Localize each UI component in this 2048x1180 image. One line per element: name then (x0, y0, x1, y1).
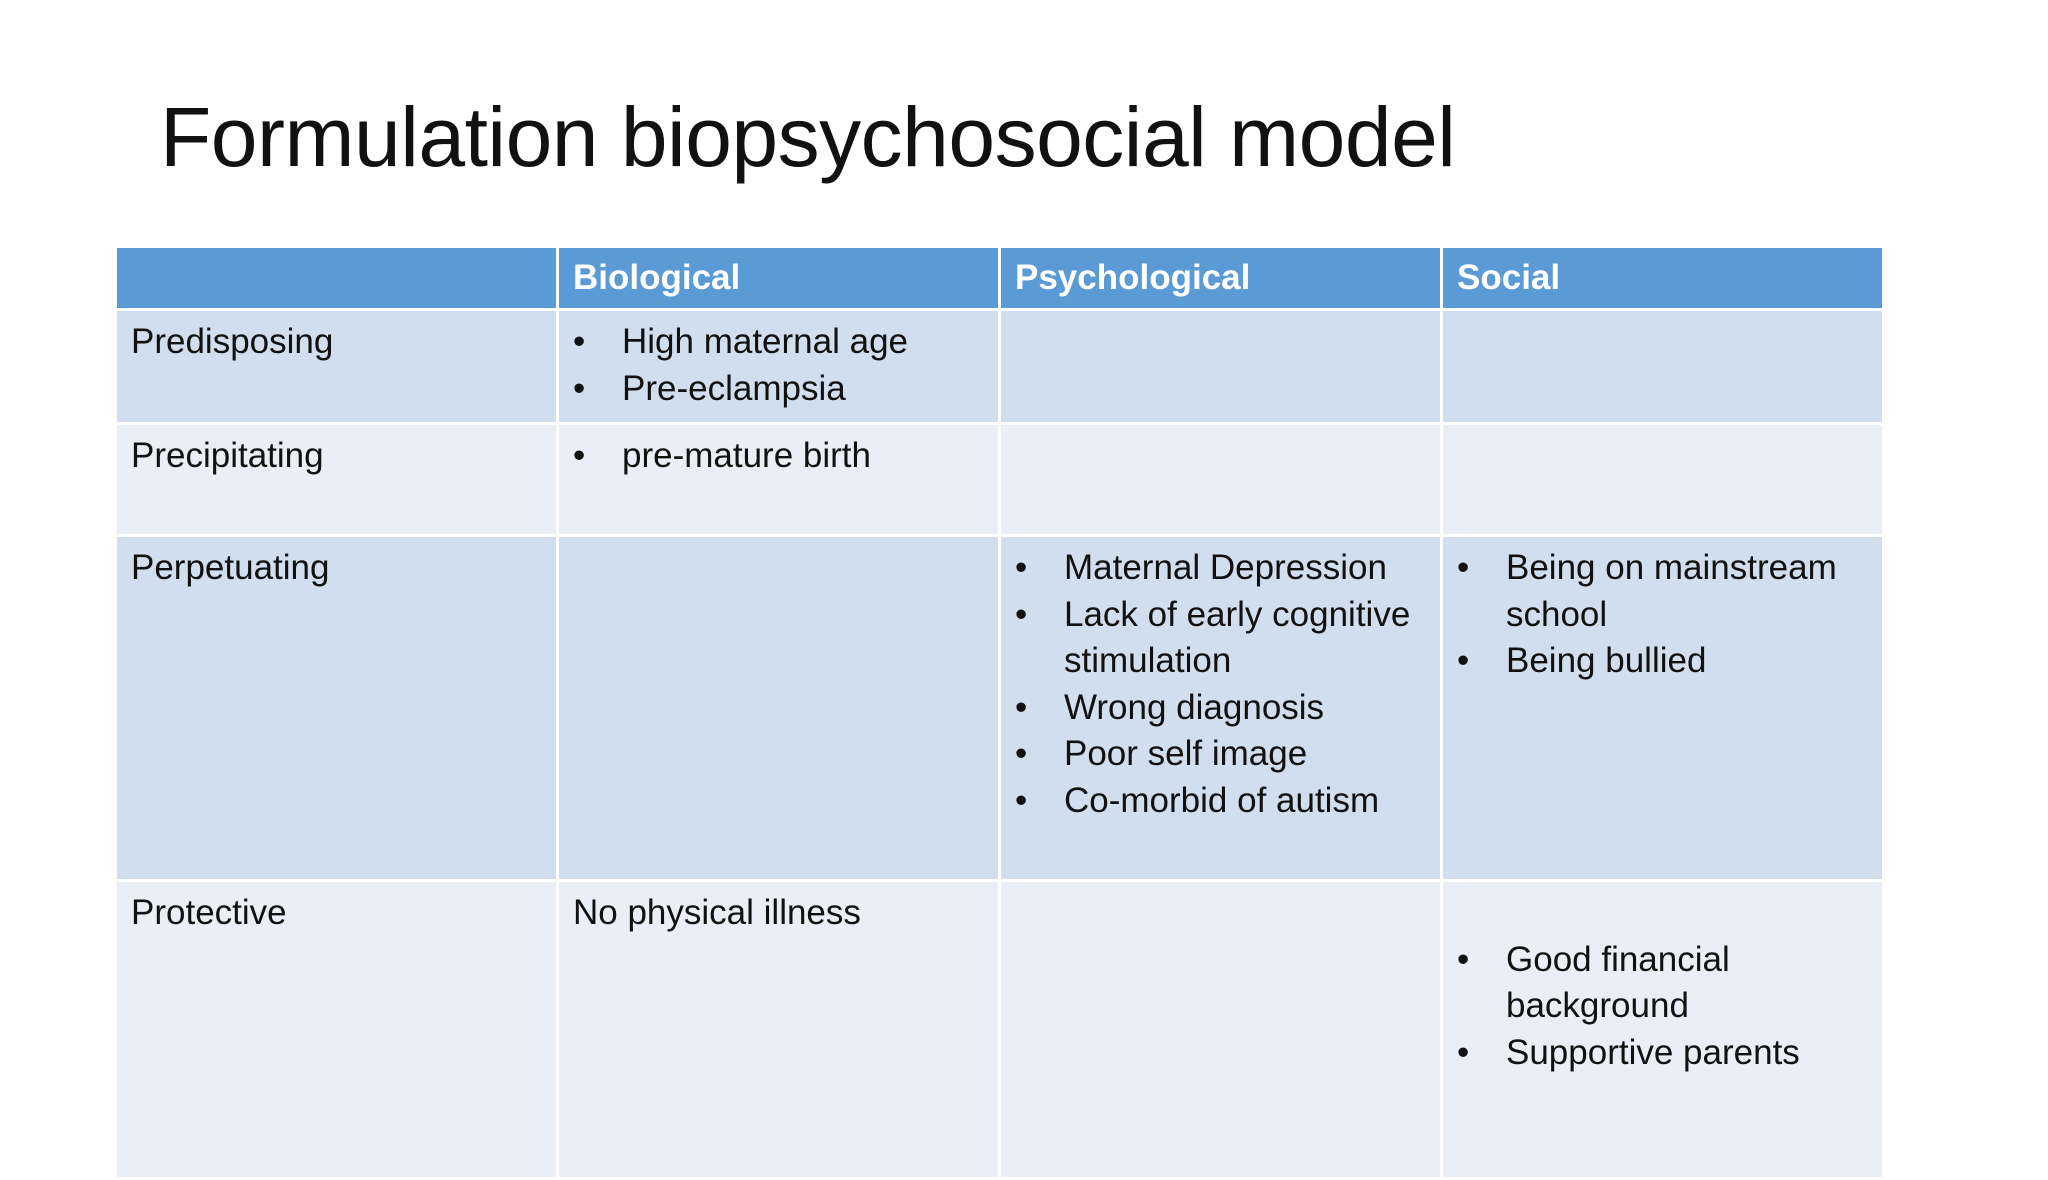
bullet-icon: • (1457, 1032, 1470, 1072)
list-item (1457, 937, 1870, 1030)
bullet-list (573, 319, 986, 412)
header-psychological: Psychological (1000, 247, 1442, 310)
list-item-text: Wrong diagnosis (1064, 687, 1325, 727)
cell-protective-social (1442, 881, 1884, 1179)
bullet-icon: • (1457, 548, 1470, 587)
table-row-precipitating (116, 424, 1884, 536)
list-item-text: pre-mature birth (622, 436, 871, 475)
list-item (573, 433, 986, 480)
header-social: Social (1442, 247, 1884, 310)
list-item-text: Being on mainstream school (1506, 548, 1837, 634)
list-item (1457, 638, 1870, 685)
bullet-icon: • (573, 368, 586, 408)
list-item-text: Supportive parents (1506, 1032, 1800, 1072)
bullet-icon: • (1015, 734, 1028, 773)
bullet-list (1015, 545, 1428, 824)
list-item-text: Co-morbid of autism (1064, 780, 1380, 820)
list-item (1015, 545, 1428, 592)
bullet-list (1457, 937, 1870, 1077)
table-row-predisposing (116, 310, 1884, 424)
bullet-icon: • (1457, 641, 1470, 680)
table-header-row (116, 247, 1884, 310)
bullet-icon: • (573, 436, 586, 475)
table-row-protective (116, 881, 1884, 1179)
list-item-text: Lack of early cognitive stimulation (1064, 594, 1411, 680)
row-label-precipitating: Precipitating (116, 424, 558, 536)
list-item (573, 319, 986, 366)
list-item-text: Pre-eclampsia (622, 368, 846, 408)
list-item-text: Poor self image (1064, 734, 1308, 773)
list-item (1015, 778, 1428, 825)
blank-line (1457, 890, 1870, 937)
table-row-perpetuating (116, 536, 1884, 881)
list-item (1015, 731, 1428, 778)
cell-perpetuating-social (1442, 536, 1884, 881)
cell-protective-biological: No physical illness (558, 881, 1000, 1179)
list-item-text: Good financial background (1506, 939, 1730, 1025)
list-item-text: Being bullied (1506, 641, 1707, 680)
cell-precipitating-social (1442, 424, 1884, 536)
row-label-perpetuating: Perpetuating (116, 536, 558, 881)
cell-predisposing-social (1442, 310, 1884, 424)
cell-perpetuating-psychological (1000, 536, 1442, 881)
list-item (1015, 592, 1428, 685)
bullet-list (1457, 545, 1870, 685)
list-item (1457, 545, 1870, 638)
biopsychosocial-table (114, 245, 1885, 1180)
list-item-text: High maternal age (622, 322, 908, 361)
bullet-icon: • (1015, 687, 1028, 727)
bullet-list (573, 433, 986, 480)
row-label-predisposing: Predisposing (116, 310, 558, 424)
cell-predisposing-biological (558, 310, 1000, 424)
list-item (1457, 1030, 1870, 1077)
list-item (1015, 685, 1428, 732)
cell-precipitating-psychological (1000, 424, 1442, 536)
header-corner-cell (116, 247, 558, 310)
cell-precipitating-biological (558, 424, 1000, 536)
bullet-icon: • (1015, 780, 1028, 820)
bullet-icon: • (1015, 548, 1028, 587)
cell-perpetuating-biological (558, 536, 1000, 881)
bullet-icon: • (1457, 939, 1470, 979)
bullet-icon: • (1015, 594, 1028, 634)
list-item-text: Maternal Depression (1064, 548, 1387, 587)
header-biological: Biological (558, 247, 1000, 310)
row-label-protective: Protective (116, 881, 558, 1179)
slide-title: Formulation biopsychosocial model (160, 90, 1456, 184)
list-item (573, 366, 986, 413)
cell-protective-psychological (1000, 881, 1442, 1179)
bullet-icon: • (573, 322, 586, 361)
cell-predisposing-psychological (1000, 310, 1442, 424)
